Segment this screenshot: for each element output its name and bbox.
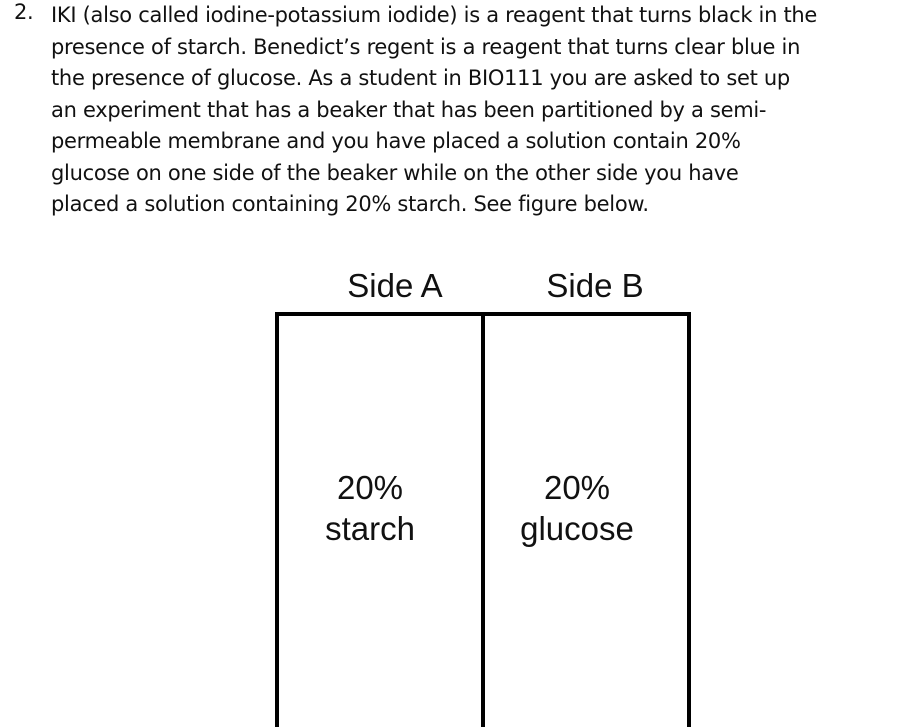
question-number: 2.	[14, 0, 34, 24]
side-b-substance: glucose	[520, 510, 634, 547]
question-line: IKI (also called iodine-potassium iodide) is a reagent that turns black in the	[51, 3, 818, 27]
beaker-right-wall	[687, 312, 691, 727]
question-line: the presence of glucose. As a student in BIO111 you are asked to set up	[51, 66, 790, 90]
question-line: glucose on one side of the beaker while on the other side you have	[51, 160, 739, 185]
question-line: an experiment that has a beaker that has been partitioned by a semi-	[51, 97, 767, 122]
side-a-label: Side A	[347, 267, 443, 304]
question-line: placed a solution containing 20% starch. See figure below.	[51, 192, 649, 216]
side-a-percent: 20%	[336, 469, 404, 506]
question-line: permeable membrane and you have placed a solution contain 20%	[51, 129, 741, 153]
side-a-substance: starch	[325, 510, 415, 547]
side-b-contents	[477, 467, 677, 549]
side-b-label: Side B	[546, 267, 644, 304]
question-line: presence of starch. Benedict’s regent is a reagent that turns clear blue in	[51, 34, 801, 59]
side-a-contents	[270, 467, 470, 549]
side-b-percent: 20%	[543, 469, 611, 506]
